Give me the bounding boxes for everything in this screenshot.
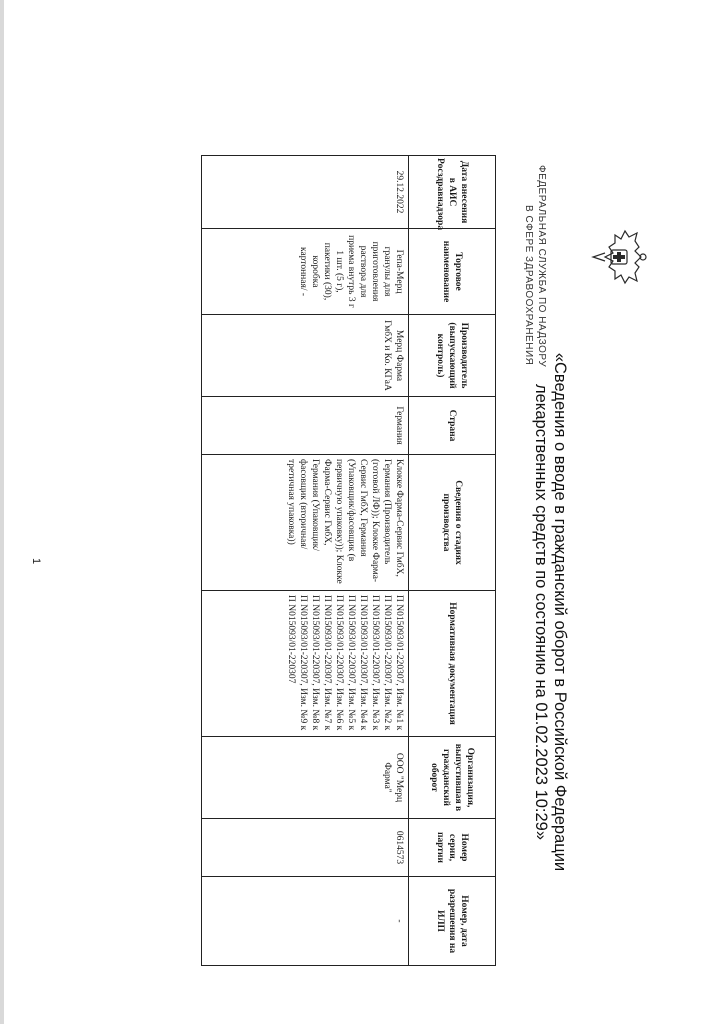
cell-country: Германия (202, 397, 409, 455)
cell-manufacturer: Мерц Фарма ГмбХ и Ко. КГаА (202, 315, 409, 397)
header-normative: Нормативная документация (409, 591, 496, 737)
cell-organization: ООО "Мерц Фарма" (202, 737, 409, 819)
registry-table (201, 155, 496, 966)
cell-date: 29.12.2022 (202, 156, 409, 229)
page-number: 1 (30, 558, 42, 565)
cell-normative: П N015093/01-220307, Изм. №1 к П N015093/01-220307, Изм. №2 к П N015093/01-220307, Изм. №3 к П N015093/01-220307, Изм. №4 к П N015093/01-220307, Изм. №5 к П N015093/01-220307, Изм. №6 к П N015093/01-220307, Изм. №7 к П N015093/01-220307, Изм. №8 к П N015093/01-220307, Изм. №9 к П N015093/01-220307 (202, 591, 409, 737)
header-trade-name: Торговое наименование (409, 229, 496, 315)
agency-name-line1: ФЕДЕРАЛЬНАЯ СЛУЖБА ПО НАДЗОРУ (536, 165, 547, 368)
header-organization: Организация, выпустившая в гражданский оборот (409, 737, 496, 819)
header-series: Номер серии, партии (409, 819, 496, 877)
header-country: Страна (409, 397, 496, 455)
document-title-line2: лекарственных средств по состоянию на 01.02.2023 10:29» (532, 383, 550, 841)
scan-edge-divider (0, 0, 4, 1024)
table-row (202, 156, 409, 966)
header-permit: Номер, дата разрешения на ИЛП (409, 877, 496, 966)
header-date: Дата внесения в АИС Росздравнадзора (409, 156, 496, 229)
cell-stages: Клокке Фарма-Сервис ГмбХ, Германия (Производитель (готовой ЛФ)); Клокке Фарма-Сервис ГмбХ, Германия (Упаковщик/фасовщик (в первичную упаковку)); Клокке Фарма-Сервис ГмбХ, Германия (Упаковщик/фасовщик (вторичная/третичная упаковка)) (202, 455, 409, 591)
table-header-row (409, 156, 496, 966)
cell-trade-name: Гепа-Мерц гранулы для приготовления раствора для приема внутрь 3 г 1 шт. (5 г), пакетики (30), коробка картонная/ - (202, 229, 409, 315)
cell-permit: - (202, 877, 409, 966)
agency-name-line2: В СФЕРЕ ЗДРАВООХРАНЕНИЯ (523, 205, 534, 366)
header-manufacturer: Производитель (выпускающий контроль) (409, 315, 496, 397)
cell-series: 0614573 (202, 819, 409, 877)
header-stages: Сведения о стадиях производства (409, 455, 496, 591)
document-title-line1: «Сведения о вводе в гражданский оборот в Российской Федерации (551, 352, 569, 872)
double-headed-eagle-emblem-icon (587, 225, 649, 289)
